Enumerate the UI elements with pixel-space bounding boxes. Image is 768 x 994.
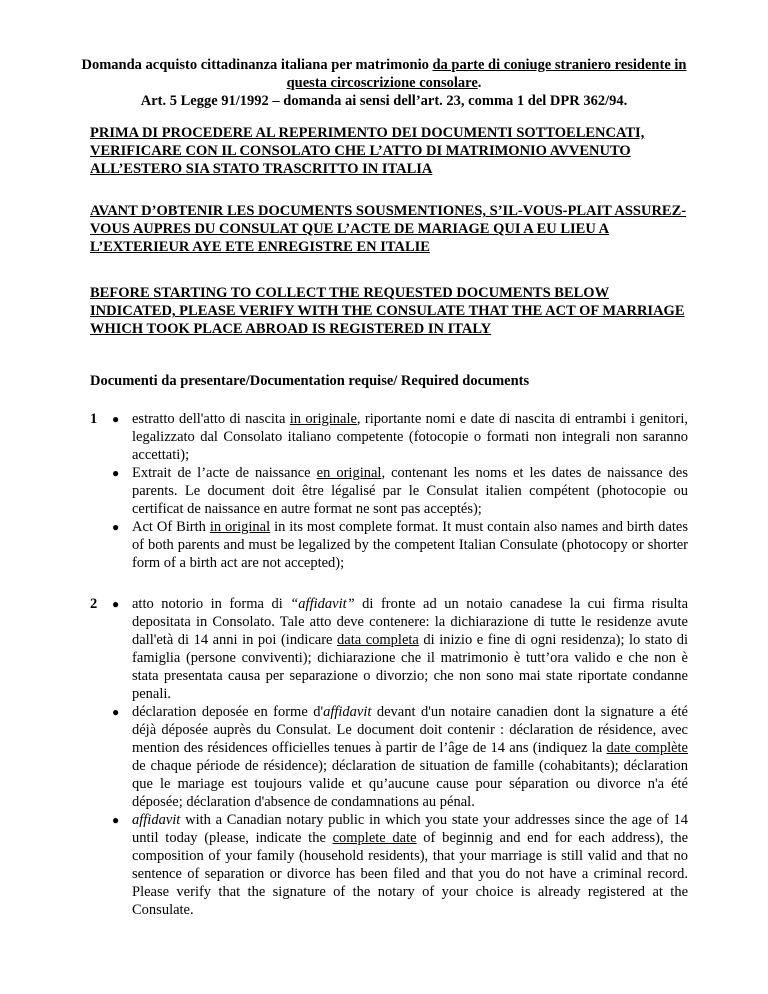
item-2-list	[110, 595, 688, 919]
list-item: ● Extrait de l’acte de naissance en original, contenant les noms et les dates de naissance des parents. Le document doit être légalisé par le Consulat italien compétent (photocopie ou certificat de naissance en autre format ne sont pas acceptés);	[112, 465, 688, 517]
list-item: ● estratto dell'atto di nascita in originale, riportante nomi e date di nascita di entrambi i genitori, legalizzato dal Consolato italiano competente (fotocopie o formati non integrali non saranno accettati);	[112, 411, 688, 463]
bullet-icon: ●	[112, 705, 120, 719]
list-item: ● affidavit with a Canadian notary public in which you state your addresses since the age of 14 until today (please, indicate the complete date of beginnig and end for each address), the composition of your family (household residents), that your marriage is still valid and that no sentence of separation or divorce has been filed and that you do not have a criminal record. Please verify that the signature of the notary of your choice is already registered at the Consulate.	[112, 812, 689, 918]
bullet-icon: ●	[112, 520, 120, 534]
bullet-icon: ●	[112, 813, 120, 827]
bullet-icon: ●	[112, 412, 120, 426]
item-number: 1	[90, 411, 98, 427]
notice-italian: PRIMA DI PROCEDERE AL REPERIMENTO DEI DOCUMENTI SOTTOELENCATI, VERIFICARE CON IL CONSOLATO CHE L’ATTO DI MATRIMONIO AVVENUTO ALL’ESTERO SIA STATO TRASCRITTO IN ITALIA	[90, 125, 645, 177]
required-documents-heading: Documenti da presentare/Documentation requise/ Required documents	[90, 373, 530, 389]
bullet-icon: ●	[112, 597, 120, 611]
list-item: ● atto notorio in forma di “affidavit” di fronte ad un notaio canadese la cui firma risulta depositata in Consolato. Tale atto deve contenere: la dichiarazione di tutte le residenze avute dall'età di 14 anni in poi (indicare data completa di inizio e fine di ogni residenza); lo stato di famiglia (persone conviventi); dichiarazione che il matrimonio è tutt’ora valido e che non è stata presentata causa per separazione o divorzio; che non sono mai state riportate condanne penali.	[112, 596, 689, 702]
notice-english: BEFORE STARTING TO COLLECT THE REQUESTED DOCUMENTS BELOW INDICATED, PLEASE VERIFY WITH THE CONSULATE THAT THE ACT OF MARRIAGE WHICH TOOK PLACE ABROAD IS REGISTERED IN ITALY	[90, 285, 685, 337]
item-number: 2	[90, 596, 98, 612]
list-item: ● déclaration deposée en forme d'affidavit devant d'un notaire canadien dont la signature a été déjà déposée auprès du Consulat. Le document doit contenir : déclaration de résidence, avec mention des résidences officielles tenues à partir de l’âge de 14 ans (indiquez la date complète de chaque période de résidence); déclaration de situation de famille (cohabitants); déclaration que le mariage est toujours valide et qu’aucune cause pour séparation ou divorce n'a été déposée; déclaration d'absence de condamnations au pénal.	[112, 704, 688, 810]
item-1-list	[110, 410, 688, 572]
header-line-1: Domanda acquisto cittadinanza italiana per matrimonio da parte di coniuge straniero residente in questa circoscrizione consolare.	[81, 57, 687, 91]
bullet-icon: ●	[112, 466, 120, 480]
document-header	[80, 56, 688, 110]
header-line-2: Art. 5 Legge 91/1992 – domanda ai sensi dell’art. 23, comma 1 del DPR 362/94.	[140, 93, 628, 109]
list-item: ● Act Of Birth in original in its most complete format. It must contain also names and birth dates of both parents and must be legalized by the competent Italian Consulate (photocopy or shorter form of a birth act are not accepted);	[112, 519, 688, 571]
notice-french: AVANT D’OBTENIR LES DOCUMENTS SOUSMENTIONES, S’IL-VOUS-PLAIT ASSUREZ-VOUS AUPRES DU CONSULAT QUE L’ACTE DE MARIAGE QUI A EU LIEU A L’EXTERIEUR AYE ETE ENREGISTRE EN ITALIE	[90, 203, 687, 255]
